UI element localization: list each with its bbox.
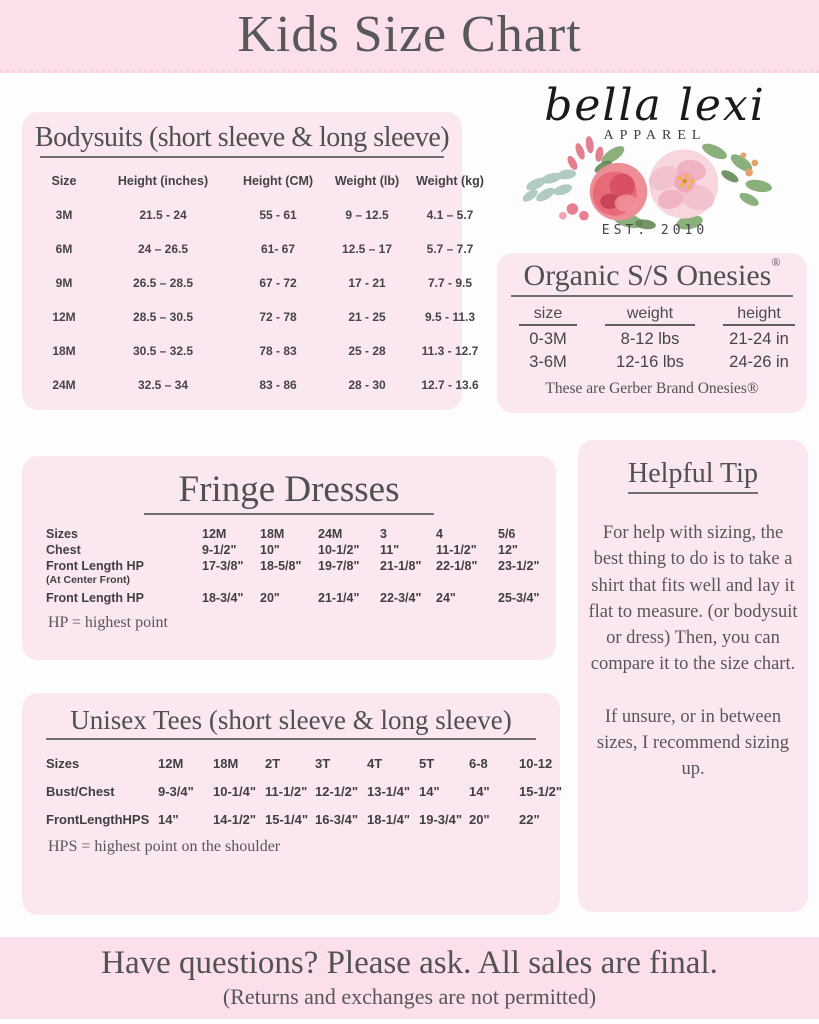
row-label: Bust/Chest [46,784,115,799]
onesies-table [497,297,807,372]
table-cell: 21 - 25 [348,310,386,324]
table-cell: 9M [55,276,73,290]
table-cell: 11-1/2" [265,784,308,799]
bodysuits-table [22,158,484,392]
table-cell: 9-1/2" [202,543,237,557]
fringe-title: Fringe Dresses [178,469,400,510]
tip-paragraph: If unsure, or in between sizes, I recommend sizing up. [596,706,790,780]
center-peony [645,149,718,218]
table-cell: 55 - 61 [259,208,297,222]
onesies-card [497,253,807,413]
table-cell: 22" [519,812,540,827]
table-cell: 21-1/8" [380,559,422,573]
table-cell: 2T [265,756,281,771]
table-cell: 15-1/4" [265,812,309,827]
table-cell: 22-3/4" [380,591,422,605]
table-cell: 25 - 28 [348,344,386,358]
table-cell: 11.3 - 12.7 [421,344,479,358]
row-label: Sizes [46,527,78,541]
brand-subtitle: APPAREL [603,128,707,143]
table-row [46,756,560,771]
bottom-banner [0,937,819,1019]
table-cell: 17-3/8" [202,559,244,573]
table-cell: 18M [260,527,285,541]
table-row [46,591,556,605]
column-header: Weight (lb) [334,174,400,188]
table-cell: 15-1/2" [519,784,563,799]
row-label: FrontLengthHPS [46,812,150,827]
brand-name: bella lexi [544,80,766,131]
table-cell: 18-5/8" [260,559,302,573]
brand-established: EST. 2010 [601,223,709,238]
table-cell: 7.7 - 9.5 [427,276,473,290]
table-cell: 67 - 72 [259,276,297,290]
table-cell: 12M [202,527,227,541]
helpful-tip-card [578,440,808,912]
table-cell: 21-1/4" [318,591,360,605]
unisex-table [22,740,563,827]
row-sublabel: (At Center Front) [46,574,130,586]
table-cell: 24M [52,378,76,392]
table-cell: 61- 67 [260,242,296,256]
table-cell: 12M [158,756,184,771]
table-cell: 18-1/4" [367,812,411,827]
table-cell: 14" [469,784,490,799]
column-header: size [519,305,577,326]
column-header: weight [605,305,695,326]
table-cell: 5.7 – 7.7 [426,242,474,256]
table-cell: 9.5 - 11.3 [424,310,476,324]
table-cell: 20" [469,812,490,827]
table-cell: 9-3/4" [158,784,194,799]
onesies-title-text: Organic S/S Onesies [523,259,772,292]
table-cell: 10-1/2" [318,543,360,557]
table-cell: 21.5 - 24 [139,208,187,222]
table-cell: 10-12 [519,756,553,771]
table-cell: 24 – 26.5 [137,242,189,256]
table-cell: 16-3/4" [315,812,359,827]
column-header: Height (CM) [242,174,314,188]
fringe-dresses-card [22,456,556,660]
table-cell: 19-7/8" [318,559,360,573]
left-peony [590,163,648,221]
column-header: Height (inches) [117,174,209,188]
table-cell: 83 - 86 [259,378,297,392]
table-cell: 12.7 - 13.6 [421,378,479,392]
table-cell: 6-8 [469,756,488,771]
table-cell: 22-1/8" [436,559,478,573]
table-cell: 14-1/2" [213,812,257,827]
tip-title: Helpful Tip [628,458,758,489]
table-row [46,527,556,541]
table-cell: 20" [260,591,280,605]
bodysuits-card [22,112,484,410]
table-cell: 23-1/2" [498,559,540,573]
row-label: Chest [46,543,81,557]
table-row [46,559,556,573]
table-cell: 4.1 – 5.7 [426,208,474,222]
table-cell: 0-3M [529,330,567,348]
table-cell: 12-1/2" [315,784,359,799]
table-cell: 12" [498,543,518,557]
table-cell: 10" [260,543,280,557]
table-cell: 10-1/4" [213,784,257,799]
table-cell: 3T [315,756,331,771]
flower-bouquet-icon [505,136,805,237]
table-cell: 4 [436,527,443,541]
registered-trademark-symbol: ® [771,255,781,269]
table-cell: 17 - 21 [348,276,386,290]
table-cell: 21-24 in [729,330,789,348]
table-cell: 12.5 – 17 [341,242,393,256]
table-cell: 24-26 in [729,353,789,371]
table-cell: 11-1/2" [436,543,477,557]
table-cell: 30.5 – 32.5 [132,344,194,358]
table-cell: 13-1/4" [367,784,411,799]
table-row [46,812,560,827]
table-cell: 78 - 83 [259,344,297,358]
brand-logo [505,80,805,252]
table-cell: 18M [52,344,76,358]
table-cell: 3 [380,527,387,541]
row-label: Front Length HP [46,559,144,573]
table-cell: 18M [213,756,239,771]
fringe-table [22,515,556,573]
row-label: Front Length HP [46,591,144,605]
table-cell: 24" [436,591,456,605]
table-cell: 32.5 – 34 [137,378,189,392]
table-cell: 14" [158,812,179,827]
table-cell: 3M [55,208,73,222]
tip-paragraph: For help with sizing, the best thing to do is to take a shirt that fits well and lay it flat to measure. (or bodysuit or dress) Then, you can compare it to the size chart. [588,523,798,675]
footer-sub-text: (Returns and exchanges are not permitted) [222,984,597,1009]
table-cell: 24M [318,527,343,541]
table-cell: 18-3/4" [202,591,244,605]
footer-main-text: Have questions? Please ask. All sales are final. [101,945,718,981]
table-cell: 8-12 lbs [620,330,680,348]
hp-definition-note: HP = highest point [48,614,168,631]
table-cell: 14" [419,784,440,799]
hps-definition-note: HPS = highest point on the shoulder [48,838,281,855]
table-cell: 11" [380,543,400,557]
table-cell: 5T [419,756,435,771]
table-cell: 3-6M [529,353,567,371]
onesies-title [497,253,807,293]
table-cell: 28 - 30 [348,378,386,392]
unisex-tees-card [22,693,563,915]
table-row [46,784,563,799]
row-label: Sizes [46,756,80,771]
column-header: Size [51,174,77,188]
tip-title-underline [628,492,758,494]
onesies-brand-note: These are Gerber Brand Onesies® [545,380,759,397]
table-cell: 26.5 – 28.5 [132,276,194,290]
table-cell: 9 – 12.5 [345,208,389,222]
bodysuits-title: Bodysuits (short sleeve & long sleeve) [34,122,450,153]
unisex-title: Unisex Tees (short sleeve & long sleeve) [70,705,512,735]
table-cell: 6M [55,242,73,256]
page-title: Kids Size Chart [237,6,582,63]
top-banner [0,0,819,73]
table-cell: 12M [52,310,76,324]
fringe-table-continued [22,591,556,605]
table-cell: 28.5 – 30.5 [132,310,194,324]
table-cell: 5/6 [498,527,516,541]
table-row [46,543,556,557]
table-cell: 25-3/4" [498,591,540,605]
column-header: Weight (kg) [416,174,484,188]
column-header: height [723,305,795,326]
table-cell: 72 - 78 [259,310,297,324]
table-cell: 4T [367,756,383,771]
table-cell: 12-16 lbs [616,353,684,371]
table-cell: 19-3/4" [419,812,463,827]
